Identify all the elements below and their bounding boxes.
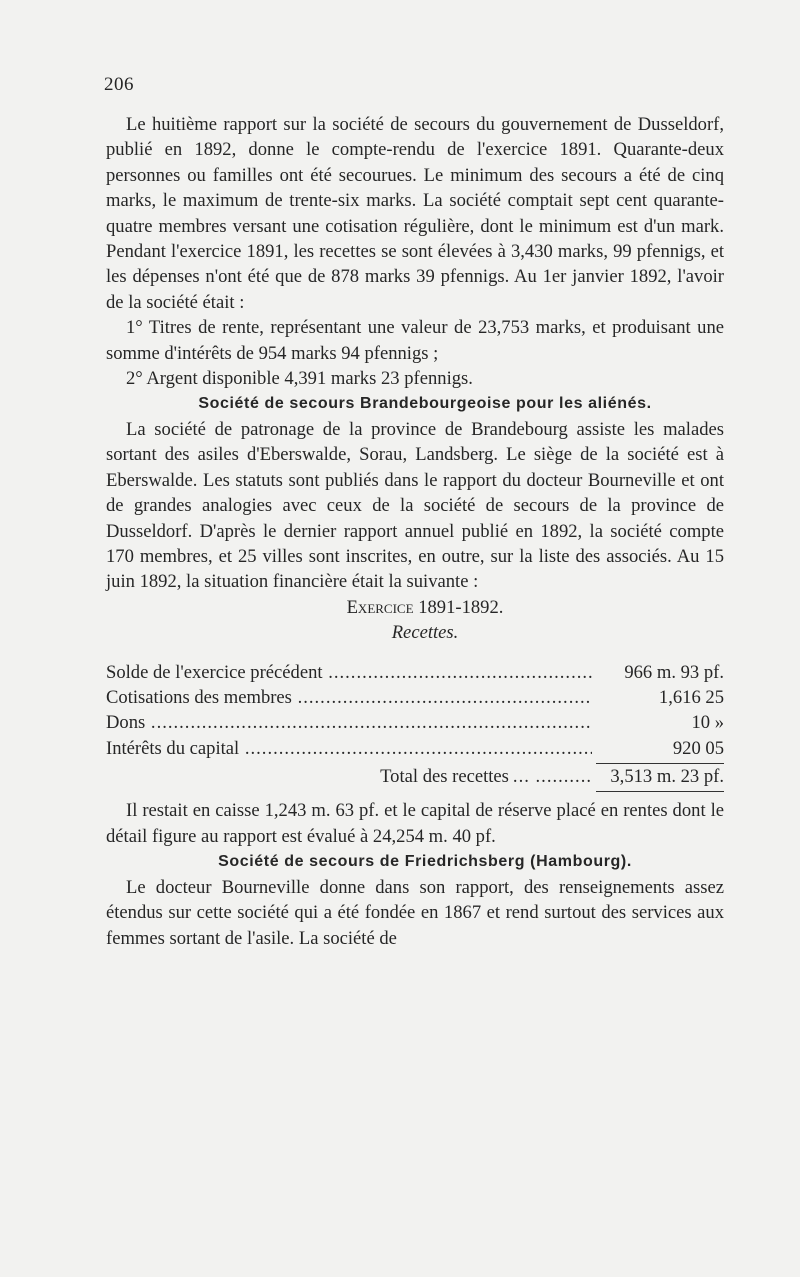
ledger-amount: 966 m. 93 pf. (624, 661, 724, 683)
ledger-total-row (106, 764, 724, 789)
recettes-title: Recettes. (391, 622, 459, 644)
paragraph-friedrichsberg: Le docteur Bourneville donne dans son rapport, des renseignements assez étendus sur cette société qui a été fondée en 1867 et rend surtout des services aux femmes sortant de l'asile. La société de (106, 876, 724, 949)
paragraph-dusseldorf-report: Le huitième rapport sur la société de secours du gouvernement de Dusseldorf, publié en 1892, donne le compte-rendu de l'exercice 1891. Quarante-deux personnes ou familles ont été secourues. Le minimum des secours a été de cinq marks, le maximum de trente-six marks. La société comptait sept cent quarante-quatre membres versant une cotisation régulière, dont le minimum est d'un mark. Pendant l'exercice 1891, les recettes se sont élevées à 3,430 marks, 99 pfennigs, et les dépenses n'ont été que de 878 marks 39 pfennigs. Au 1er janvier 1892, l'avoir de la société était : (106, 114, 724, 313)
paragraph-argent-disponible: 2° Argent disponible 4,391 marks 23 pfennigs. (126, 368, 473, 390)
ledger-total-dots: ... .......... (512, 766, 592, 788)
page-number: 206 (104, 74, 134, 95)
ledger-row (106, 660, 724, 685)
ledger-total-amount: 3,513 m. 23 pf. (610, 766, 724, 788)
ledger-amount: 1,616 25 (658, 686, 724, 708)
paragraph-restait-caisse: Il restait en caisse 1,243 m. 63 pf. et le capital de réserve placé en rentes dont le détail figure au rapport est évalué à 24,254 m. 40 pf. (106, 800, 724, 847)
ledger-row (106, 710, 724, 735)
ledger-label: Cotisations des membres ..... (106, 685, 592, 710)
ledger-label: Intérêts du capital ..... (106, 736, 592, 761)
recettes-ledger (106, 660, 724, 793)
body-text (106, 112, 724, 951)
ledger-label: Dons ..... (106, 710, 592, 735)
ledger-total-label: Total des recettes (380, 766, 509, 788)
ledger-row (106, 685, 724, 710)
paragraph-brandebourg: La société de patronage de la province de Brandebourg assiste les malades sortant des asiles d'Eberswalde, Sorau, Landsberg. Le siège de la société est à Eberswalde. Les statuts sont publiés dans le rapport du docteur Bourneville et ont de grandes analogies avec ceux de la société de secours de la province de Dusseldorf. D'après le dernier rapport annuel publié en 1892, la société compte 170 membres, et 25 villes sont inscrites, en outre, sur la liste des associés. Au 15 juin 1892, la situation financière était la suivante : (106, 418, 724, 593)
ledger-double-rule (596, 791, 724, 792)
exercise-title: Exercice 1891-1892. (346, 596, 504, 618)
paragraph-titres-rente: 1° Titres de rente, représentant une valeur de 23,753 marks, et produisant une somme d'intérêts de 954 marks 94 pfennigs ; (106, 317, 724, 364)
ledger-row (106, 736, 724, 761)
section-heading-brandebourg: Société de secours Brandebourgeoise pour les aliénés. (198, 395, 652, 413)
section-heading-friedrichsberg: Société de secours de Friedrichsberg (Hambourg). (218, 853, 632, 871)
ledger-amount: 920 05 (672, 737, 724, 759)
ledger-label: Solde de l'exercice précédent ..... (106, 660, 592, 685)
ledger-amount: 10 » (691, 712, 724, 734)
